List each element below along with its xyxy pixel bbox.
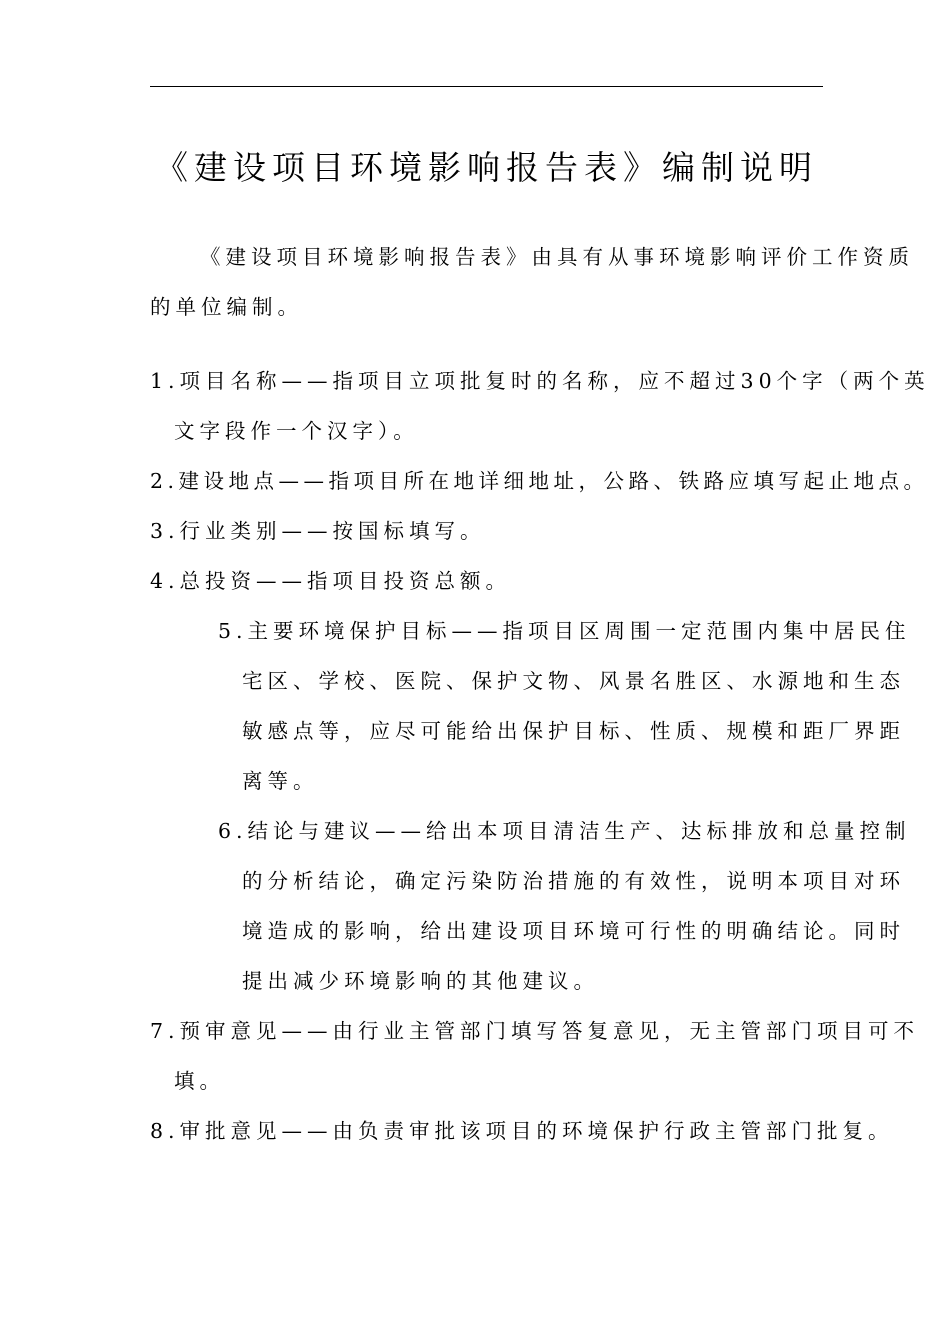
item-6-line-4: 提出减少环境影响的其他建议。 xyxy=(242,969,599,993)
item-5-line-2: 宅区、学校、医院、保护文物、风景名胜区、水源地和生态 xyxy=(242,669,905,693)
item-4-line-1: 4.总投资——指项目投资总额。 xyxy=(150,569,512,593)
item-1-line-1: 1.项目名称——指项目立项批复时的名称，应不超过30个字（两个英 xyxy=(150,369,930,393)
item-1-line-2: 文字段作一个汉字）。 xyxy=(174,419,419,443)
document-title: 《建设项目环境影响报告表》编制说明 xyxy=(155,148,818,187)
item-5-line-4: 离等。 xyxy=(242,769,319,793)
item-2-line-1: 2.建设地点——指项目所在地详细地址，公路、铁路应填写起止地点。 xyxy=(150,469,929,493)
item-3-line-1: 3.行业类别——按国标填写。 xyxy=(150,519,486,543)
item-5-line-3: 敏感点等，应尽可能给出保护目标、性质、规模和距厂界距 xyxy=(242,719,905,743)
item-5-line-1: 5.主要环境保护目标——指项目区周围一定范围内集中居民住 xyxy=(218,619,911,643)
item-8-line-1: 8.审批意见——由负责审批该项目的环境保护行政主管部门批复。 xyxy=(150,1119,894,1143)
header-rule xyxy=(150,86,823,87)
item-6-line-1: 6.结论与建议——给出本项目清洁生产、达标排放和总量控制 xyxy=(218,819,911,843)
item-7-line-2: 填。 xyxy=(174,1069,225,1093)
intro-line-1: 《建设项目环境影响报告表》由具有从事环境影响评价工作资质 xyxy=(200,245,914,269)
item-6-line-2: 的分析结论，确定污染防治措施的有效性，说明本项目对环 xyxy=(242,869,905,893)
intro-line-2: 的单位编制。 xyxy=(150,295,303,319)
item-6-line-3: 境造成的影响，给出建设项目环境可行性的明确结论。同时 xyxy=(242,919,905,943)
item-7-line-1: 7.预审意见——由行业主管部门填写答复意见，无主管部门项目可不 xyxy=(150,1019,920,1043)
